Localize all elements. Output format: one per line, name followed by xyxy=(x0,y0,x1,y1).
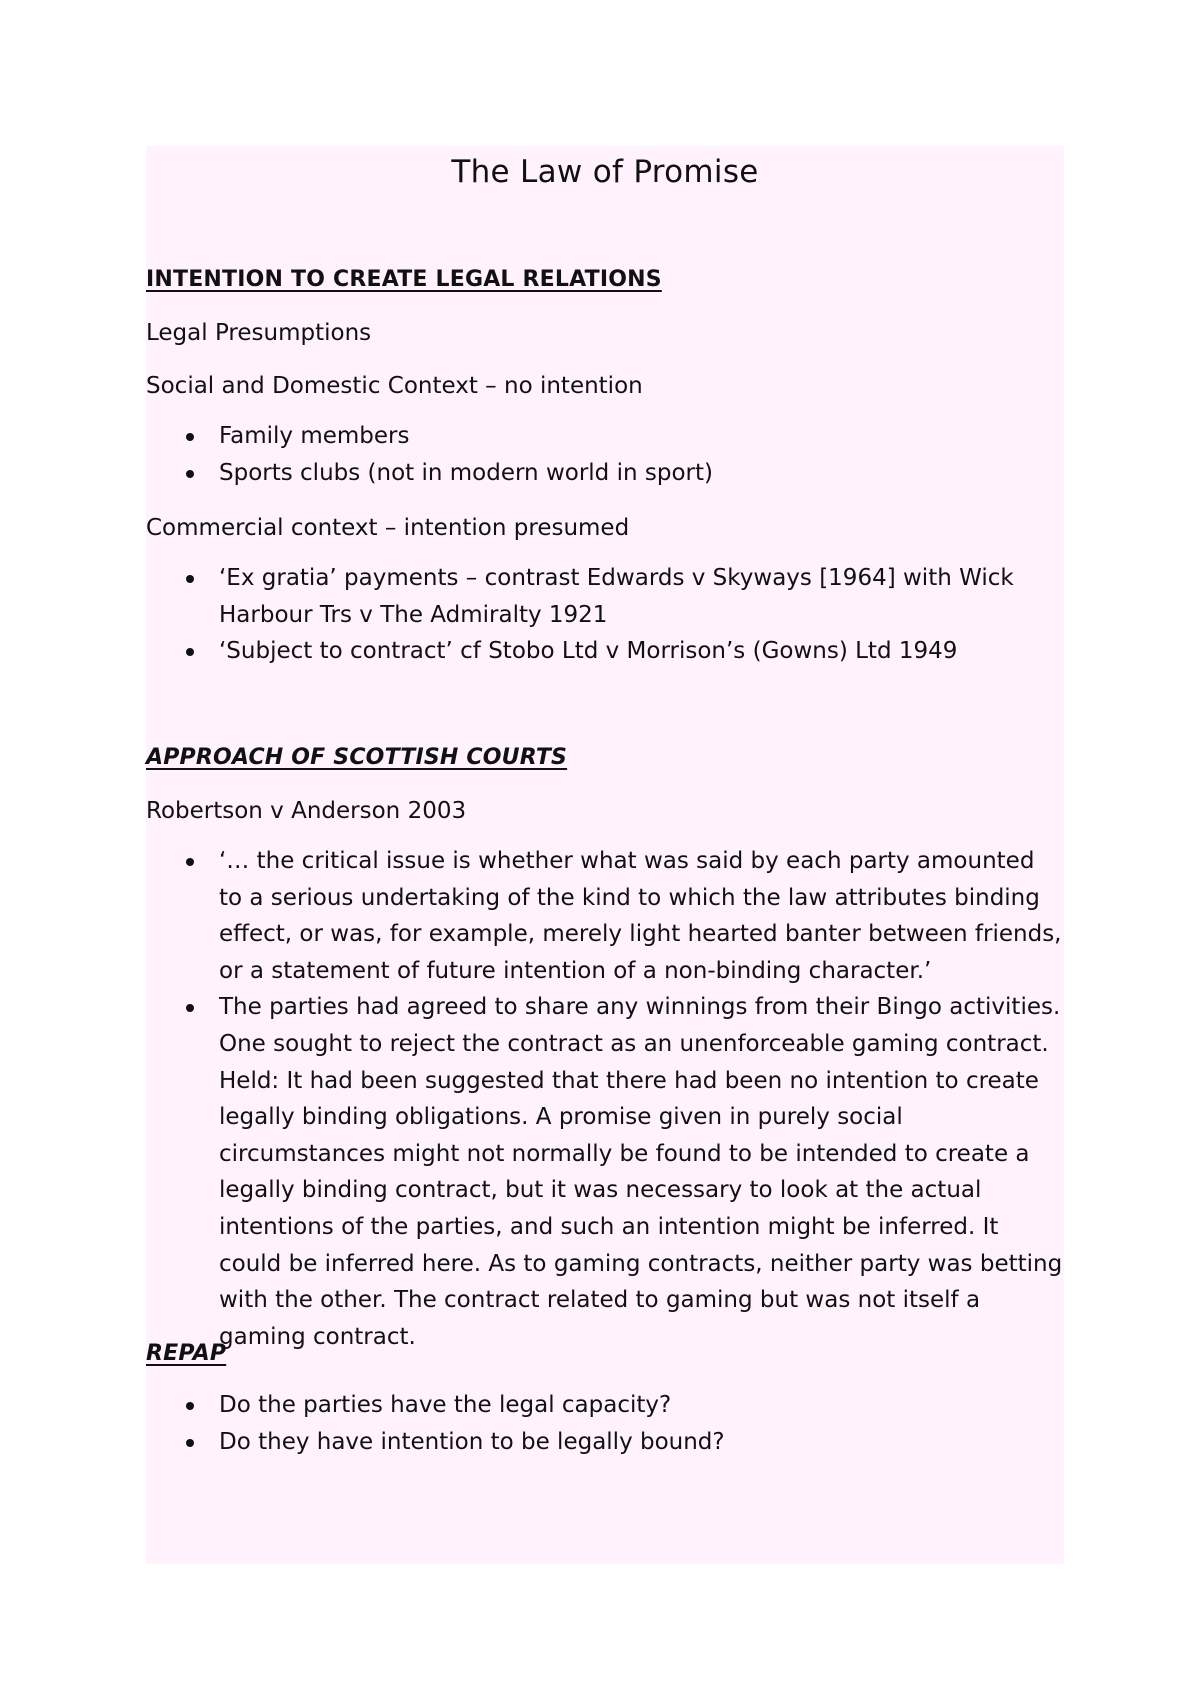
scottish-courts-list xyxy=(146,843,1064,1355)
commercial-context-label: Commercial context – intention presumed xyxy=(146,515,630,541)
section-heading-intention: INTENTION TO CREATE LEGAL RELATIONS xyxy=(146,267,662,292)
list-item: Family members xyxy=(146,418,1064,455)
list-item: ‘Ex gratia’ payments – contrast Edwards v Skyways [1964] with Wick Harbour Trs v The Admiralty 1921 xyxy=(146,560,1064,633)
list-item: ‘… the critical issue is whether what was said by each party amounted to a serious undertaking of the kind to which the law attributes binding effect, or was, for example, merely light hearted banter between friends, or a statement of future intention of a non-binding character.’ xyxy=(146,843,1064,989)
section-heading-scottish-courts: APPROACH OF SCOTTISH COURTS xyxy=(146,745,568,770)
social-context-label: Social and Domestic Context – no intention xyxy=(146,373,643,399)
list-item: The parties had agreed to share any winnings from their Bingo activities. One sought to reject the contract as an unenforceable gaming contract. Held: It had been suggested that there had been no intention to create legally binding obligations. A promise given in purely social circumstances might not normally be found to be intended to create a legally binding contract, but it was necessary to look at the actual intentions of the parties, and such an intention might be inferred. It could be inferred here. As to gaming contracts, neither party was betting with the other. The contract related to gaming but was not itself a gaming contract. xyxy=(146,989,1064,1355)
case-name: Robertson v Anderson 2003 xyxy=(146,798,467,824)
list-item: Do they have intention to be legally bound? xyxy=(146,1424,1064,1461)
list-item: ‘Subject to contract’ cf Stobo Ltd v Morrison’s (Gowns) Ltd 1949 xyxy=(146,633,1064,670)
repap-list xyxy=(146,1387,1064,1460)
document-title: The Law of Promise xyxy=(451,154,759,190)
social-context-list xyxy=(146,418,1064,491)
list-item: Sports clubs (not in modern world in sport) xyxy=(146,455,1064,492)
document-page xyxy=(146,146,1064,1564)
section-heading-repap: REPAP xyxy=(146,1341,227,1366)
commercial-context-list xyxy=(146,560,1064,670)
legal-presumptions-label: Legal Presumptions xyxy=(146,320,372,346)
list-item: Do the parties have the legal capacity? xyxy=(146,1387,1064,1424)
